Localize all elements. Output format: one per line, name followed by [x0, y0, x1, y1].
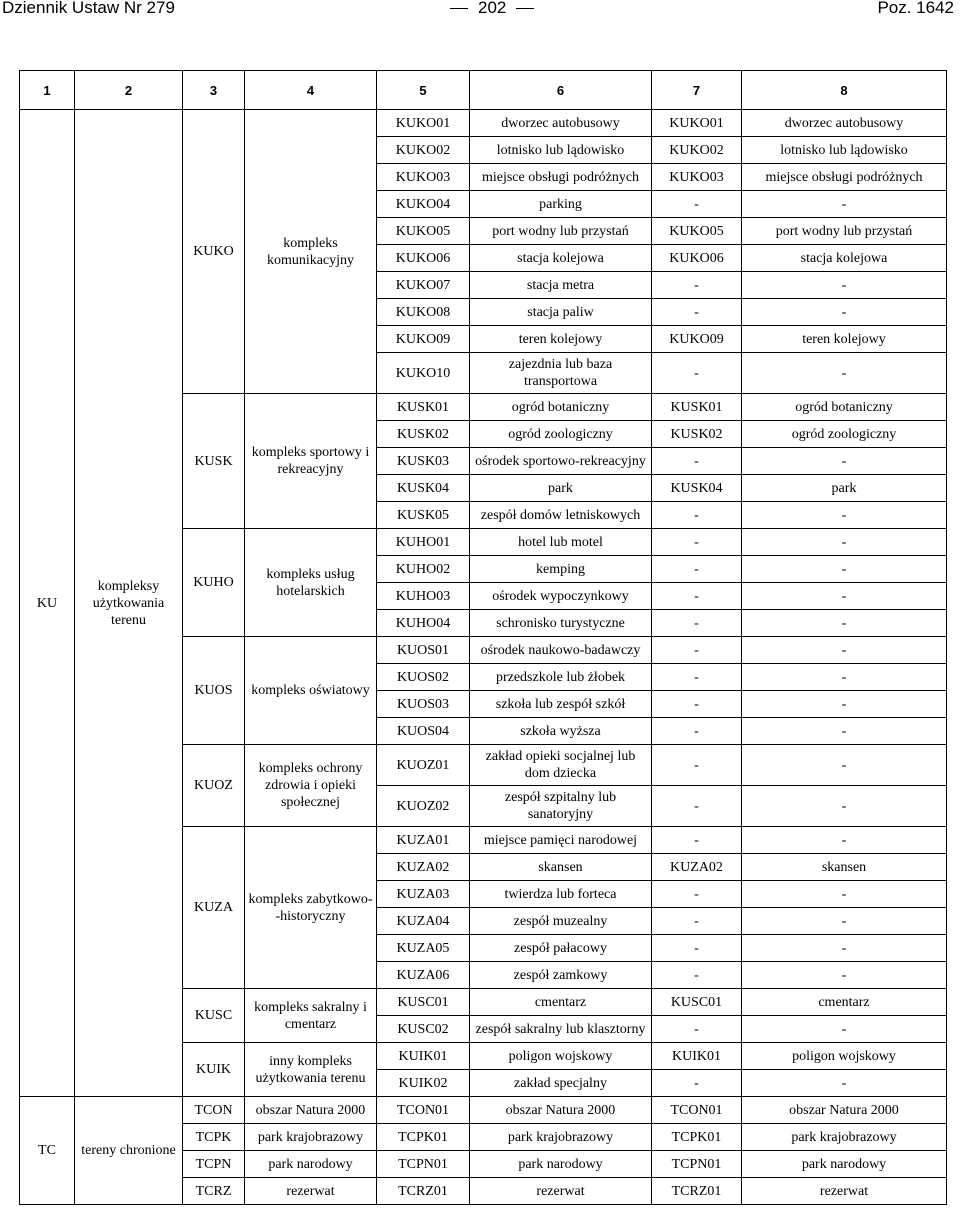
object-name: port wodny lub przystań [470, 218, 652, 245]
object-code: KUKO05 [377, 218, 470, 245]
object-code: KUZA06 [377, 962, 470, 989]
page-number-value: 202 [478, 0, 507, 17]
object-code: KUHO04 [377, 610, 470, 637]
object-name: park [470, 475, 652, 502]
group-code: TCRZ [183, 1178, 245, 1205]
object-name: szkoła lub zespół szkół [470, 691, 652, 718]
mapped-code: - [652, 448, 742, 475]
object-code: KUOS02 [377, 664, 470, 691]
mapped-name: obszar Natura 2000 [742, 1097, 947, 1124]
classification-table [19, 70, 947, 1205]
group-code: KUSK [183, 394, 245, 529]
mapped-code: - [652, 691, 742, 718]
mapped-name: stacja kolejowa [742, 245, 947, 272]
object-name: zajezdnia lub baza transportowa [470, 353, 652, 394]
column-header: 2 [75, 71, 183, 110]
group-name: kompleks ochrony zdrowia i opieki społecznej [245, 745, 377, 827]
mapped-name: ogród zoologiczny [742, 421, 947, 448]
object-name: zespół zamkowy [470, 962, 652, 989]
mapped-code: KUSK01 [652, 394, 742, 421]
mapped-name: miejsce obsługi podróżnych [742, 164, 947, 191]
mapped-name: skansen [742, 854, 947, 881]
object-code: KUSK05 [377, 502, 470, 529]
mapped-name: teren kolejowy [742, 326, 947, 353]
mapped-code: - [652, 827, 742, 854]
object-code: KUOZ02 [377, 786, 470, 827]
mapped-code: - [652, 610, 742, 637]
object-name: ogród zoologiczny [470, 421, 652, 448]
mapped-code: KUKO01 [652, 110, 742, 137]
object-code: KUSK04 [377, 475, 470, 502]
object-code: KUZA01 [377, 827, 470, 854]
mapped-code: KUKO03 [652, 164, 742, 191]
object-name: zakład specjalny [470, 1070, 652, 1097]
group-name: kompleks sakralny i cmentarz [245, 989, 377, 1043]
group-code: KUKO [183, 110, 245, 394]
column-header: 5 [377, 71, 470, 110]
mapped-name: - [742, 691, 947, 718]
mapped-code: - [652, 1016, 742, 1043]
mapped-name: - [742, 448, 947, 475]
page-number [440, 0, 544, 18]
object-code: KUZA02 [377, 854, 470, 881]
mapped-code: - [652, 786, 742, 827]
object-name: teren kolejowy [470, 326, 652, 353]
object-name: kemping [470, 556, 652, 583]
mapped-name: poligon wojskowy [742, 1043, 947, 1070]
object-code: KUZA03 [377, 881, 470, 908]
object-name: szkoła wyższa [470, 718, 652, 745]
category-code: TC [20, 1097, 75, 1205]
object-name: schronisko turystyczne [470, 610, 652, 637]
object-name: stacja kolejowa [470, 245, 652, 272]
mapped-code: KUKO05 [652, 218, 742, 245]
journal-title: Dziennik Ustaw Nr 279 [2, 0, 175, 17]
object-code: KUKO03 [377, 164, 470, 191]
mapped-code: - [652, 637, 742, 664]
object-code: KUSK02 [377, 421, 470, 448]
object-name: hotel lub motel [470, 529, 652, 556]
group-code: KUOS [183, 637, 245, 745]
table-row [20, 110, 947, 137]
mapped-name: - [742, 786, 947, 827]
mapped-code: - [652, 556, 742, 583]
object-code: KUOS01 [377, 637, 470, 664]
mapped-name: - [742, 935, 947, 962]
mapped-name: - [742, 908, 947, 935]
mapped-code: - [652, 935, 742, 962]
object-name: skansen [470, 854, 652, 881]
mapped-code: TCPK01 [652, 1124, 742, 1151]
object-code: TCON01 [377, 1097, 470, 1124]
object-name: ośrodek wypoczynkowy [470, 583, 652, 610]
mapped-code: - [652, 272, 742, 299]
mapped-name: lotnisko lub lądowisko [742, 137, 947, 164]
mapped-name: port wodny lub przystań [742, 218, 947, 245]
object-code: KUKO04 [377, 191, 470, 218]
object-name: ośrodek sportowo-rekreacyjny [470, 448, 652, 475]
group-code: TCON [183, 1097, 245, 1124]
object-code: KUOS04 [377, 718, 470, 745]
mapped-name: cmentarz [742, 989, 947, 1016]
group-code: KUIK [183, 1043, 245, 1097]
object-code: KUZA04 [377, 908, 470, 935]
object-code: KUIK01 [377, 1043, 470, 1070]
mapped-code: - [652, 583, 742, 610]
mapped-name: - [742, 637, 947, 664]
object-name: cmentarz [470, 989, 652, 1016]
group-name: park narodowy [245, 1151, 377, 1178]
mapped-code: TCON01 [652, 1097, 742, 1124]
object-code: TCRZ01 [377, 1178, 470, 1205]
object-code: KUZA05 [377, 935, 470, 962]
mapped-name: - [742, 353, 947, 394]
mapped-name: - [742, 272, 947, 299]
mapped-name: - [742, 718, 947, 745]
object-code: KUSC01 [377, 989, 470, 1016]
column-header: 3 [183, 71, 245, 110]
object-code: TCPK01 [377, 1124, 470, 1151]
mapped-name: park [742, 475, 947, 502]
mapped-code: TCPN01 [652, 1151, 742, 1178]
object-name: obszar Natura 2000 [470, 1097, 652, 1124]
group-code: KUSC [183, 989, 245, 1043]
mapped-name: - [742, 745, 947, 786]
mapped-code: - [652, 1070, 742, 1097]
category-name: tereny chronione [75, 1097, 183, 1205]
group-name: kompleks oświatowy [245, 637, 377, 745]
mapped-code: - [652, 962, 742, 989]
mapped-name: - [742, 881, 947, 908]
mapped-name: - [742, 1070, 947, 1097]
mapped-name: - [742, 664, 947, 691]
object-code: KUKO09 [377, 326, 470, 353]
group-code: TCPN [183, 1151, 245, 1178]
mapped-name: - [742, 962, 947, 989]
mapped-code: KUKO06 [652, 245, 742, 272]
group-name: obszar Natura 2000 [245, 1097, 377, 1124]
column-header: 8 [742, 71, 947, 110]
object-code: KUHO03 [377, 583, 470, 610]
mapped-code: - [652, 881, 742, 908]
object-code: TCPN01 [377, 1151, 470, 1178]
object-name: zespół domów letniskowych [470, 502, 652, 529]
mapped-name: park krajobrazowy [742, 1124, 947, 1151]
mapped-code: KUSC01 [652, 989, 742, 1016]
object-name: przedszkole lub żłobek [470, 664, 652, 691]
mapped-name: - [742, 502, 947, 529]
object-name: stacja paliw [470, 299, 652, 326]
object-code: KUKO07 [377, 272, 470, 299]
column-header: 6 [470, 71, 652, 110]
object-name: lotnisko lub lądowisko [470, 137, 652, 164]
mapped-code: KUIK01 [652, 1043, 742, 1070]
group-name: kompleks usług hotelarskich [245, 529, 377, 637]
group-code: KUOZ [183, 745, 245, 827]
mapped-code: - [652, 664, 742, 691]
column-header: 1 [20, 71, 75, 110]
object-code: KUKO02 [377, 137, 470, 164]
mapped-code: KUSK02 [652, 421, 742, 448]
object-name: poligon wojskowy [470, 1043, 652, 1070]
column-header: 4 [245, 71, 377, 110]
mapped-name: - [742, 827, 947, 854]
mapped-code: - [652, 353, 742, 394]
object-name: stacja metra [470, 272, 652, 299]
position-number: Poz. 1642 [877, 0, 954, 17]
mapped-code: - [652, 529, 742, 556]
group-name: rezerwat [245, 1178, 377, 1205]
object-name: zespół pałacowy [470, 935, 652, 962]
mapped-name: ogród botaniczny [742, 394, 947, 421]
page-header [0, 0, 960, 22]
mapped-name: - [742, 529, 947, 556]
group-name: inny kompleks użytkowania terenu [245, 1043, 377, 1097]
mapped-name: dworzec autobusowy [742, 110, 947, 137]
object-name: park krajobrazowy [470, 1124, 652, 1151]
object-name: parking [470, 191, 652, 218]
category-code: KU [20, 110, 75, 1097]
object-name: rezerwat [470, 1178, 652, 1205]
object-name: park narodowy [470, 1151, 652, 1178]
object-code: KUKO10 [377, 353, 470, 394]
mapped-code: - [652, 908, 742, 935]
object-code: KUOS03 [377, 691, 470, 718]
mapped-name: park narodowy [742, 1151, 947, 1178]
mapped-code: - [652, 191, 742, 218]
object-name: dworzec autobusowy [470, 110, 652, 137]
mapped-code: TCRZ01 [652, 1178, 742, 1205]
mapped-name: - [742, 583, 947, 610]
mapped-name: - [742, 556, 947, 583]
object-name: zespół muzealny [470, 908, 652, 935]
object-name: miejsce obsługi podróżnych [470, 164, 652, 191]
mapped-code: KUZA02 [652, 854, 742, 881]
object-name: ogród botaniczny [470, 394, 652, 421]
mapped-name: - [742, 610, 947, 637]
object-name: ośrodek naukowo-badawczy [470, 637, 652, 664]
group-code: KUHO [183, 529, 245, 637]
group-name: kompleks zabytkowo--historyczny [245, 827, 377, 989]
mapped-code: KUKO02 [652, 137, 742, 164]
object-code: KUHO02 [377, 556, 470, 583]
object-code: KUHO01 [377, 529, 470, 556]
mapped-name: rezerwat [742, 1178, 947, 1205]
object-name: zakład opieki socjalnej lub dom dziecka [470, 745, 652, 786]
object-code: KUSK01 [377, 394, 470, 421]
column-header: 7 [652, 71, 742, 110]
group-name: kompleks komunikacyjny [245, 110, 377, 394]
object-code: KUSC02 [377, 1016, 470, 1043]
object-name: twierdza lub forteca [470, 881, 652, 908]
mapped-code: - [652, 718, 742, 745]
group-code: KUZA [183, 827, 245, 989]
object-code: KUIK02 [377, 1070, 470, 1097]
object-code: KUKO06 [377, 245, 470, 272]
object-code: KUKO08 [377, 299, 470, 326]
mapped-name: - [742, 299, 947, 326]
object-name: zespół sakralny lub klasztorny [470, 1016, 652, 1043]
category-name: kompleksy użytkowania terenu [75, 110, 183, 1097]
object-code: KUSK03 [377, 448, 470, 475]
object-code: KUKO01 [377, 110, 470, 137]
object-name: zespół szpitalny lub sanatoryjny [470, 786, 652, 827]
group-name: park krajobrazowy [245, 1124, 377, 1151]
mapped-code: - [652, 502, 742, 529]
group-name: kompleks sportowy i rekreacyjny [245, 394, 377, 529]
mapped-name: - [742, 1016, 947, 1043]
column-header-row [20, 71, 947, 110]
mapped-code: - [652, 745, 742, 786]
object-code: KUOZ01 [377, 745, 470, 786]
mapped-code: - [652, 299, 742, 326]
mapped-code: KUSK04 [652, 475, 742, 502]
mapped-code: KUKO09 [652, 326, 742, 353]
table-row [20, 1097, 947, 1124]
mapped-name: - [742, 191, 947, 218]
group-code: TCPK [183, 1124, 245, 1151]
object-name: miejsce pamięci narodowej [470, 827, 652, 854]
